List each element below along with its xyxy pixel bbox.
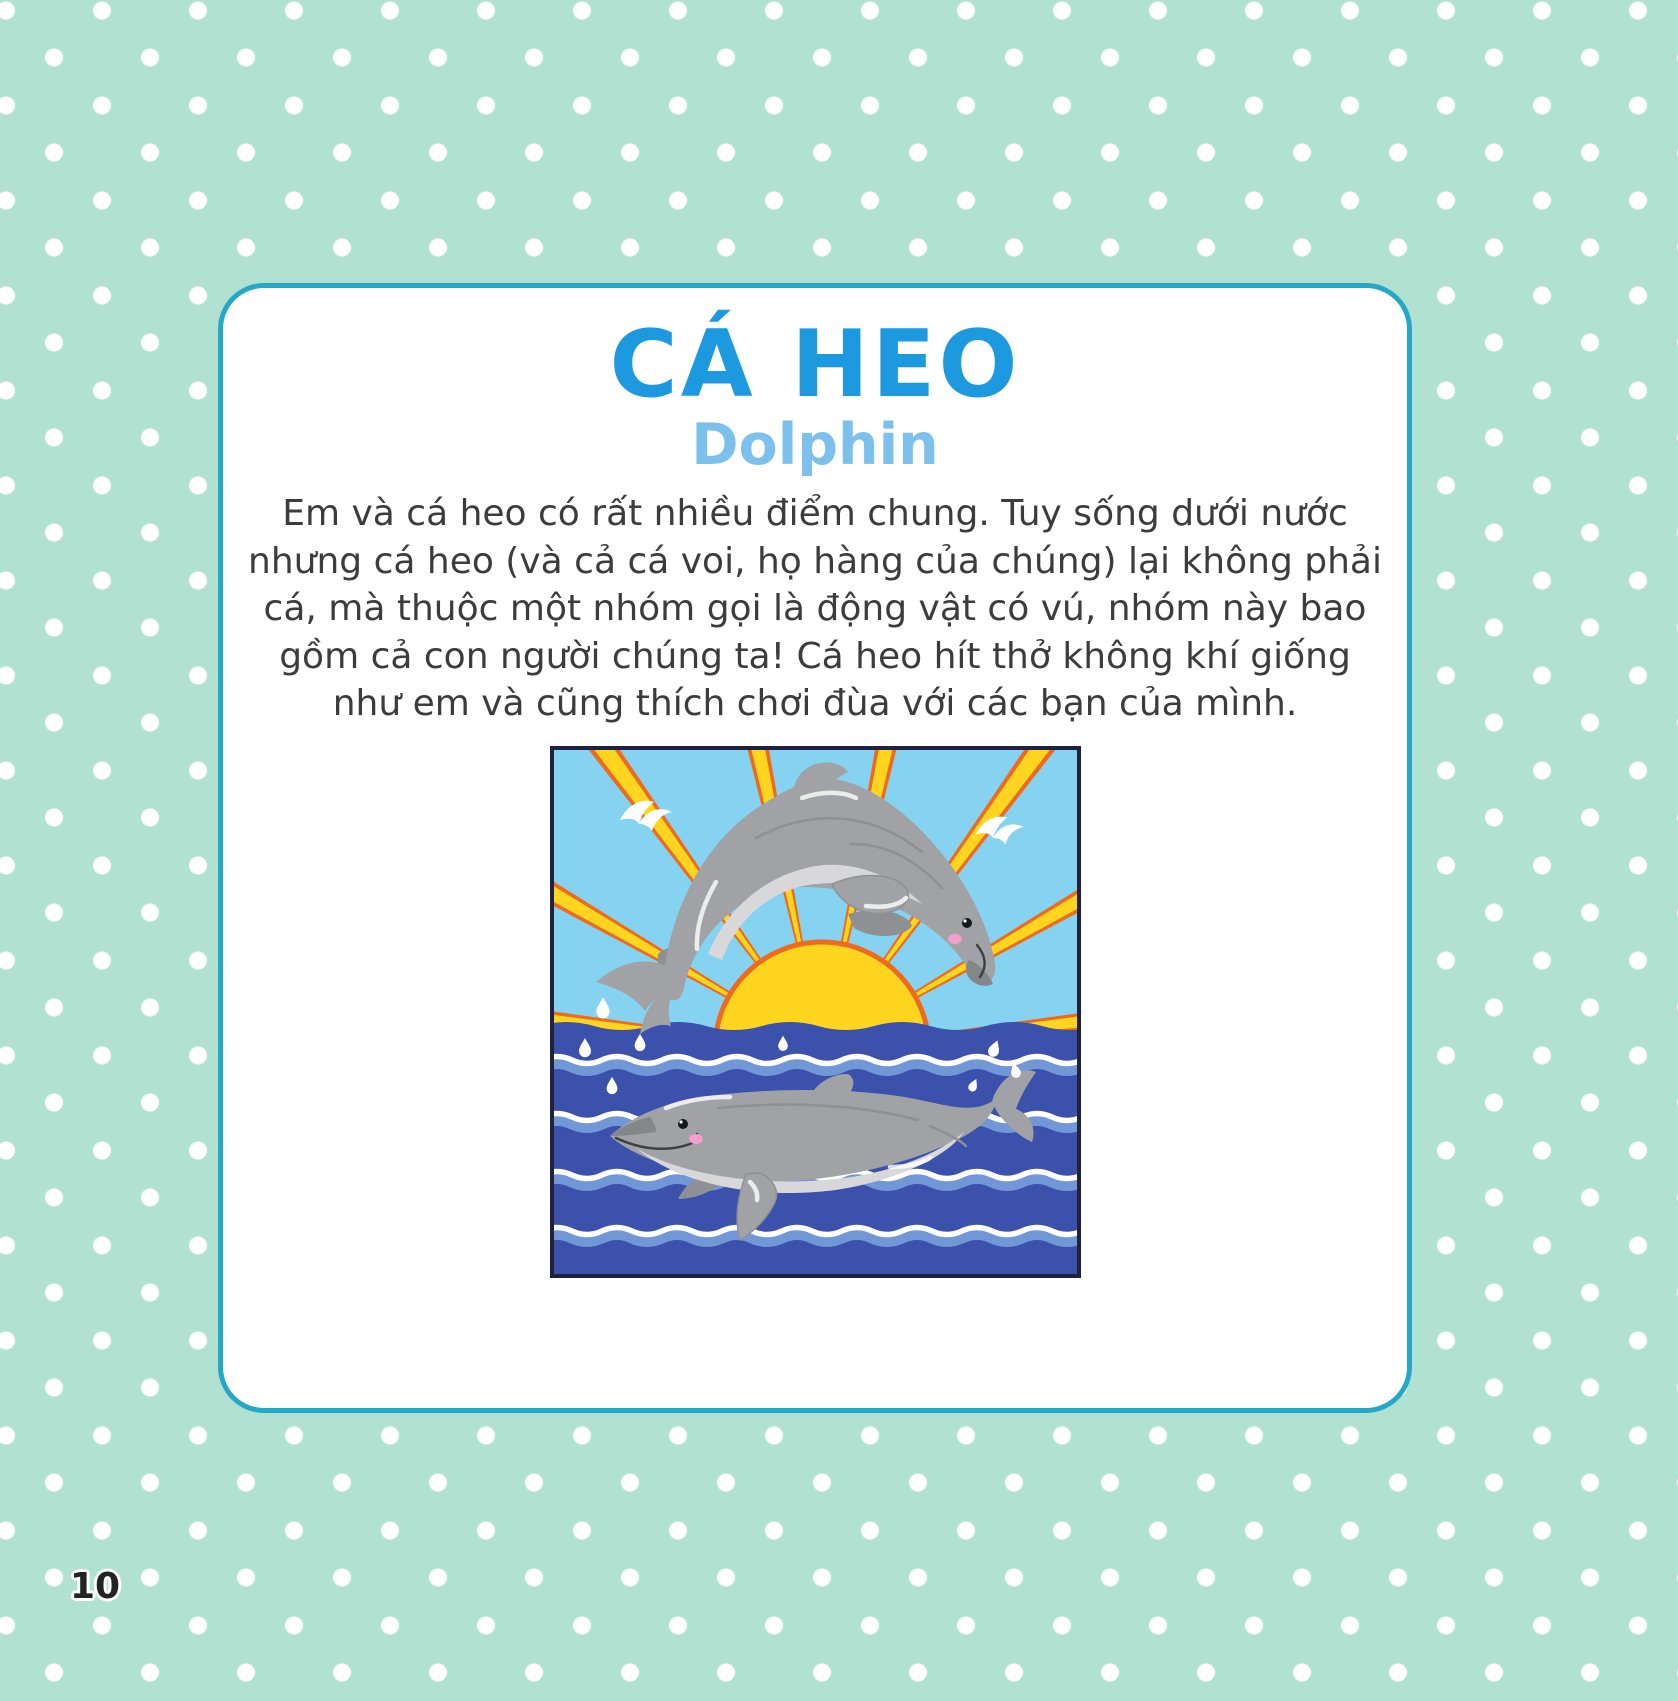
dolphin-illustration: [550, 746, 1081, 1278]
page-title: CÁ HEO: [609, 310, 1021, 418]
page-subtitle: Dolphin: [691, 411, 939, 478]
info-card: [218, 283, 1412, 1413]
body-text-line: gồm cả con người chúng ta! Cá heo hít thở không khí giống: [279, 635, 1351, 677]
body-text-line: như em và cũng thích chơi đùa với các bạn của mình.: [332, 683, 1298, 725]
body-text-line: cá, mà thuộc một nhóm gọi là động vật có vú, nhóm này bao: [263, 588, 1367, 630]
body-text-line: Em và cá heo có rất nhiều điểm chung. Tuy sống dưới nước: [282, 493, 1348, 535]
body-text-line: nhưng cá heo (và cả cá voi, họ hàng của chúng) lại không phải: [248, 540, 1382, 582]
page-number: 10: [70, 1566, 121, 1607]
body-text: [245, 490, 1385, 728]
